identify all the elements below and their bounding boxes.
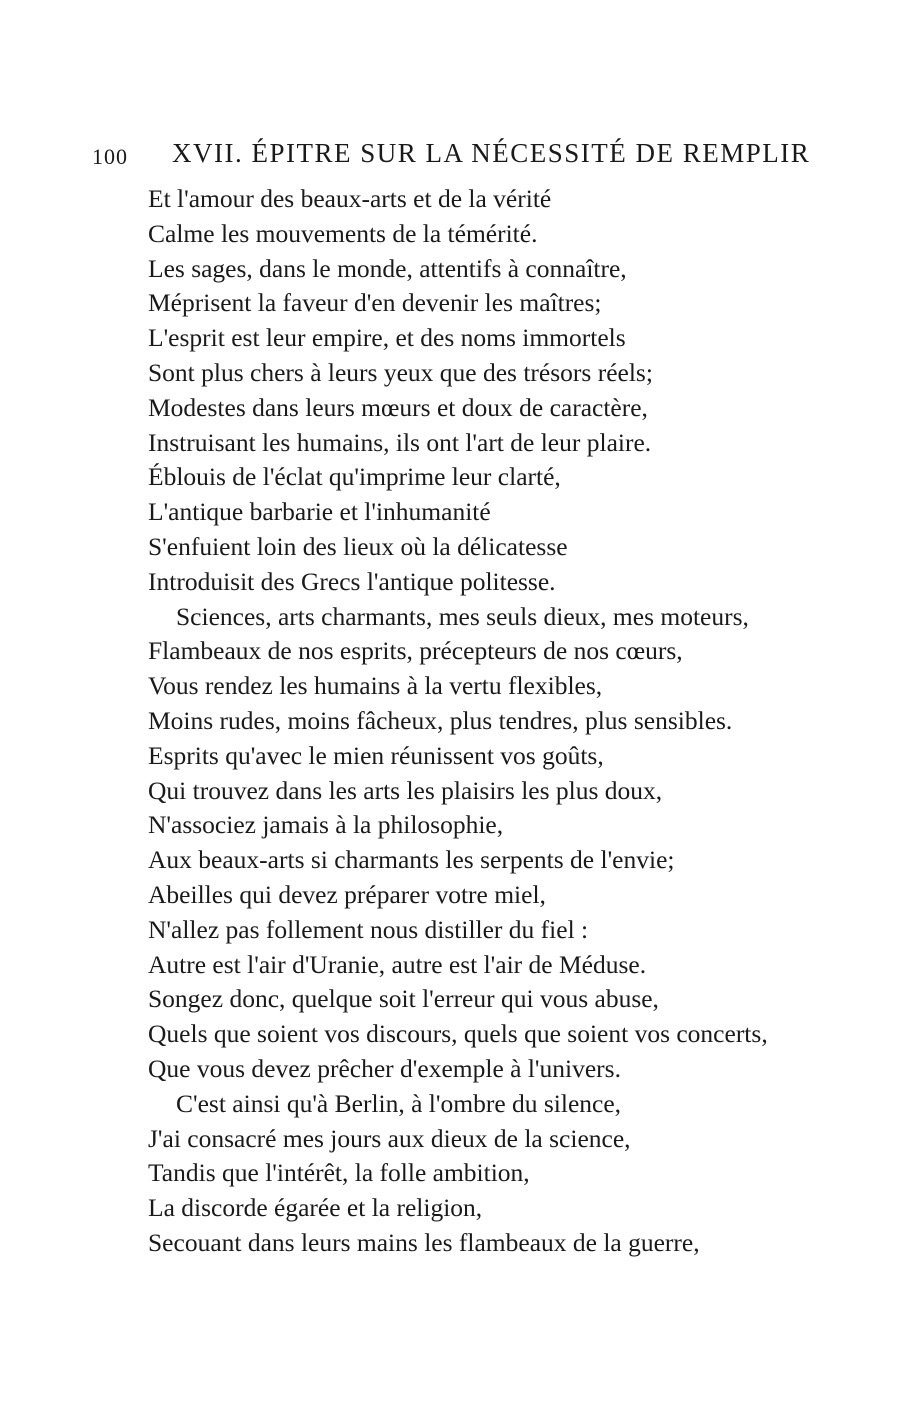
verse-line: Autre est l'air d'Uranie, autre est l'air de Méduse. xyxy=(148,949,647,979)
verse-line: N'allez pas follement nous distiller du fiel : xyxy=(148,914,589,944)
verse-line: S'enfuient loin des lieux où la délicatesse xyxy=(148,531,568,561)
verse-line: Modestes dans leurs mœurs et doux de caractère, xyxy=(148,392,648,422)
poem-verse-block xyxy=(148,182,848,1261)
verse-line: Songez donc, quelque soit l'erreur qui vous abuse, xyxy=(148,984,659,1014)
verse-line: Sont plus chers à leurs yeux que des trésors réels; xyxy=(148,357,653,387)
running-head xyxy=(92,138,811,172)
verse-line: Aux beaux-arts si charmants les serpents de l'envie; xyxy=(148,845,675,875)
verse-line: Calme les mouvements de la témérité. xyxy=(148,218,538,248)
verse-line: Flambeaux de nos esprits, précepteurs de nos cœurs, xyxy=(148,636,683,666)
running-title: XVII. ÉPITRE SUR LA NÉCESSITÉ DE REMPLIR xyxy=(172,138,811,168)
verse-line: Méprisent la faveur d'en devenir les maîtres; xyxy=(148,288,602,318)
verse-line: Instruisant les humains, ils ont l'art de leur plaire. xyxy=(148,427,652,457)
verse-line: Sciences, arts charmants, mes seuls dieux, mes moteurs, xyxy=(176,601,749,631)
verse-line: Éblouis de l'éclat qu'imprime leur clarté, xyxy=(148,462,561,492)
verse-line: L'esprit est leur empire, et des noms immortels xyxy=(148,323,626,353)
verse-line: N'associez jamais à la philosophie, xyxy=(148,810,504,840)
verse-line: Moins rudes, moins fâcheux, plus tendres, plus sensibles. xyxy=(148,705,733,735)
verse-line: Qui trouvez dans les arts les plaisirs les plus doux, xyxy=(148,775,663,805)
verse-line: Que vous devez prêcher d'exemple à l'univers. xyxy=(148,1053,621,1083)
verse-line: Introduisit des Grecs l'antique politesse. xyxy=(148,566,556,596)
verse-line: C'est ainsi qu'à Berlin, à l'ombre du silence, xyxy=(176,1088,622,1118)
verse-line: La discorde égarée et la religion, xyxy=(148,1193,483,1223)
verse-line: L'antique barbarie et l'inhumanité xyxy=(148,497,491,527)
verse-line: Et l'amour des beaux-arts et de la vérité xyxy=(148,184,552,213)
verse-line: Secouant dans leurs mains les flambeaux de la guerre, xyxy=(148,1227,700,1257)
verse-line: Les sages, dans le monde, attentifs à connaître, xyxy=(148,253,627,283)
verse-line: Tandis que l'intérêt, la folle ambition, xyxy=(148,1158,530,1188)
verse-line: Esprits qu'avec le mien réunissent vos goûts, xyxy=(148,740,604,770)
verse-line: Quels que soient vos discours, quels que soient vos concerts, xyxy=(148,1019,768,1049)
verse-line: Vous rendez les humains à la vertu flexibles, xyxy=(148,671,603,701)
verse-line: Abeilles qui devez préparer votre miel, xyxy=(148,879,546,909)
page-number: 100 xyxy=(92,144,128,169)
verse-line: J'ai consacré mes jours aux dieux de la science, xyxy=(148,1123,631,1153)
